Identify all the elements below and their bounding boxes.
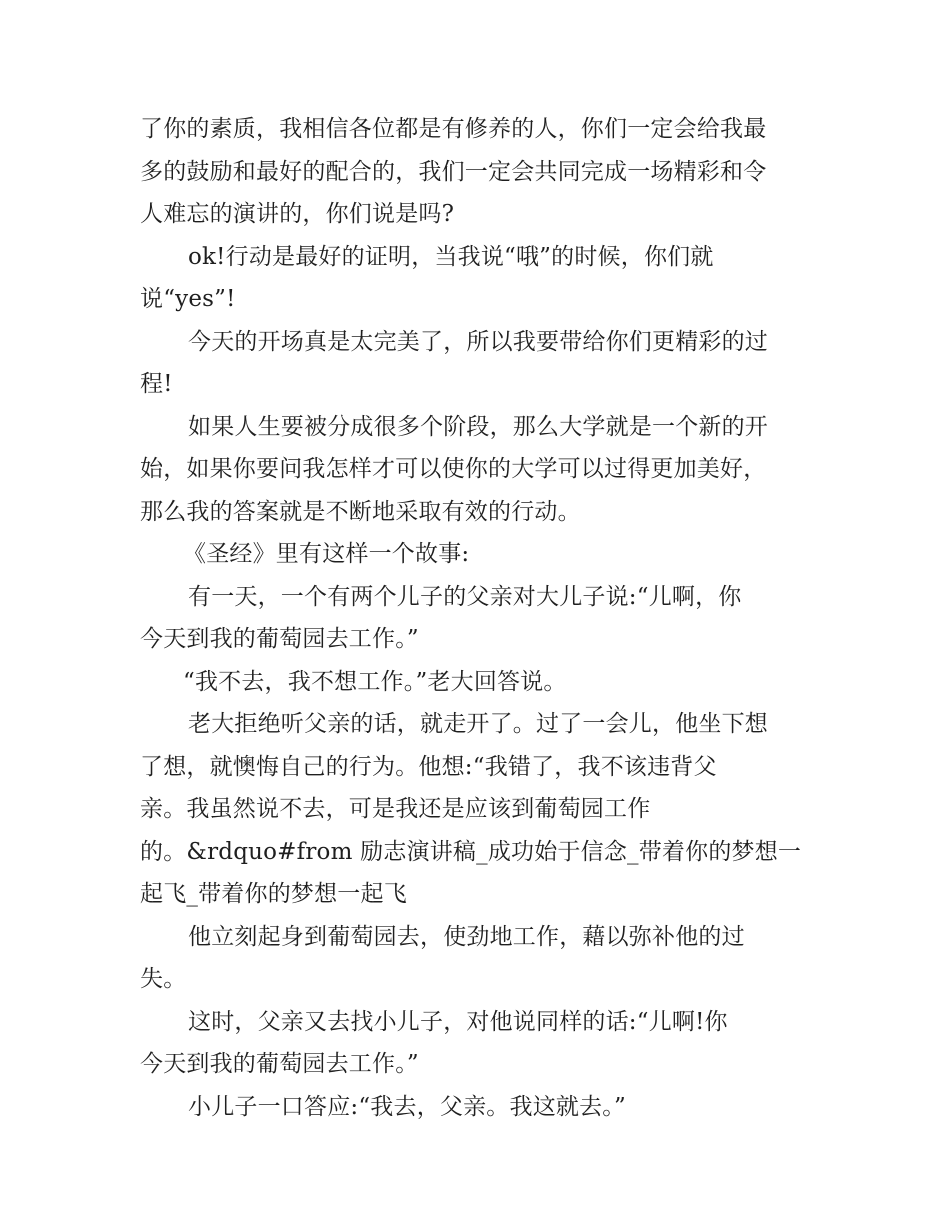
paragraph-start-line: 他立刻起身到葡萄园去，使劲地工作，藉以弥补他的过 bbox=[188, 923, 745, 950]
text-line: 多的鼓励和最好的配合的，我们一定会共同完成一场精彩和令 bbox=[140, 158, 767, 185]
document-body bbox=[140, 108, 820, 1128]
paragraph-start-line: 老大拒绝听父亲的话，就走开了。过了一会儿，他坐下想 bbox=[188, 711, 768, 737]
text-line: 了想，就懊悔自己的行为。他想:“我错了，我不该违背父 bbox=[140, 753, 717, 780]
text-line: 亲。我虽然说不去，可是我还是应该到葡萄园工作 bbox=[140, 796, 651, 822]
paragraph-start-line: 小儿子一口答应:“我去，父亲。我这就去。” bbox=[188, 1093, 626, 1120]
paragraph-start-line: ok!行动是最好的证明，当我说“哦”的时候，你们就 bbox=[188, 243, 714, 270]
text-line: 了你的素质，我相信各位都是有修养的人，你们一定会给我最 bbox=[140, 116, 767, 142]
text-line: 始，如果你要问我怎样才可以使你的大学可以过得更加美好， bbox=[140, 456, 767, 482]
paragraph-start-line: 今天的开场真是太完美了，所以我要带给你们更精彩的过 bbox=[188, 328, 768, 355]
text-line: 的。&rdquo#from 励志演讲稿_成功始于信念_带着你的梦想一 bbox=[140, 838, 802, 865]
text-line: 起飞_带着你的梦想一起飞 bbox=[140, 881, 407, 907]
text-line: 说“yes”! bbox=[140, 286, 236, 312]
text-line: 程! bbox=[140, 371, 173, 397]
paragraph-start-line: 有一天，一个有两个儿子的父亲对大儿子说:“儿啊，你 bbox=[188, 583, 742, 610]
paragraph-start-line: 如果人生要被分成很多个阶段，那么大学就是一个新的开 bbox=[188, 413, 768, 440]
paragraph-start-line: “我不去，我不想工作。”老大回答说。 bbox=[183, 668, 567, 695]
paragraph-start-line: 《圣经》里有这样一个故事: bbox=[183, 541, 470, 567]
text-line: 今天到我的葡萄园去工作。” bbox=[140, 626, 419, 652]
text-line: 那么我的答案就是不断地采取有效的行动。 bbox=[140, 498, 581, 525]
text-line: 今天到我的葡萄园去工作。” bbox=[140, 1051, 419, 1077]
paragraph-start-line: 这时，父亲又去找小儿子，对他说同样的话:“儿啊!你 bbox=[188, 1008, 728, 1035]
text-line: 失。 bbox=[140, 966, 187, 992]
text-line: 人难忘的演讲的，你们说是吗? bbox=[140, 201, 455, 227]
